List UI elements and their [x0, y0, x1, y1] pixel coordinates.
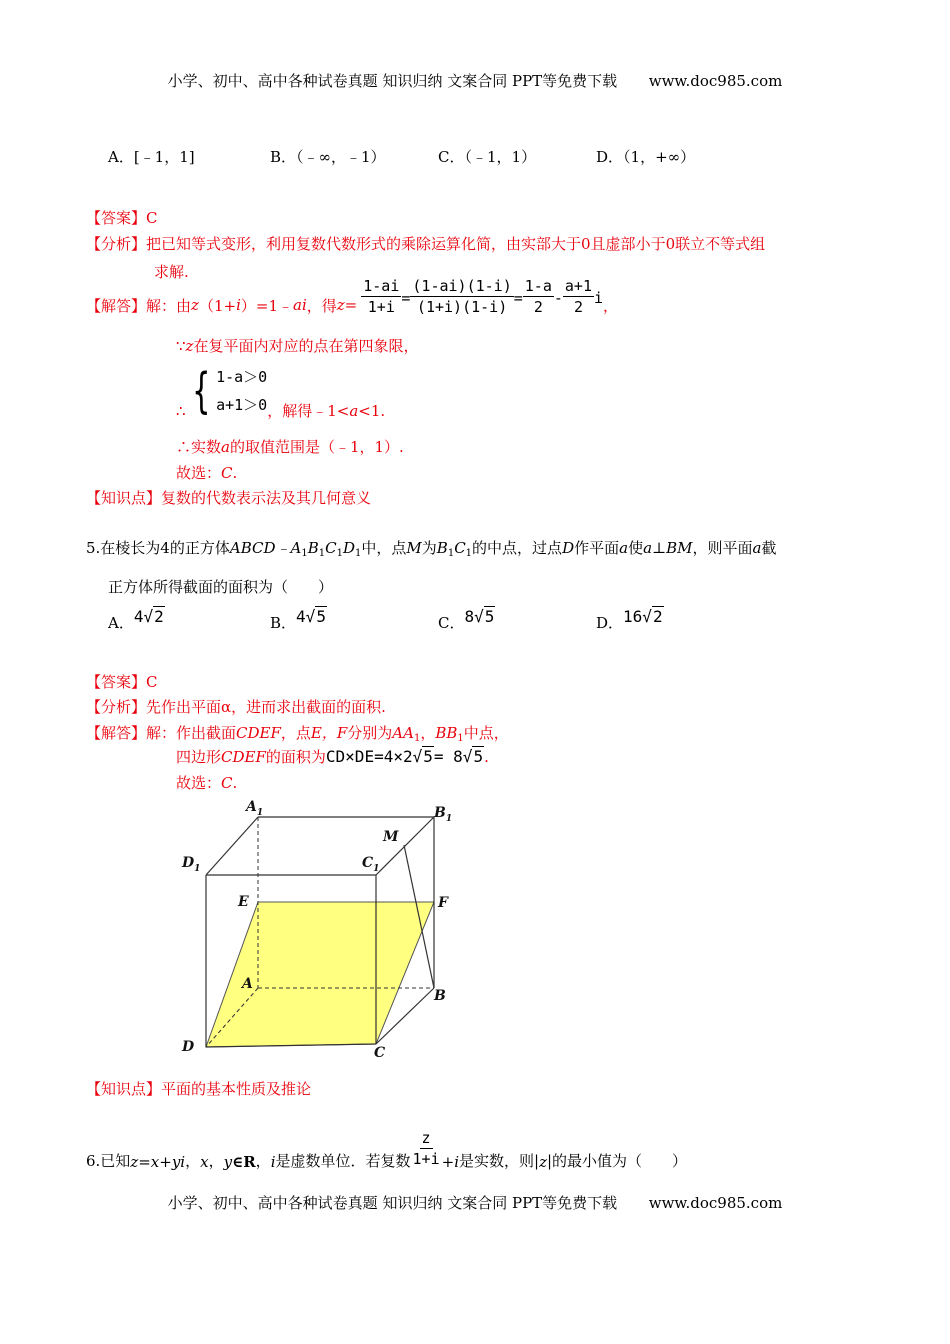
label-b: B: [434, 988, 446, 1004]
q5-analysis: 【分析】先作出平面α，进而求出截面的面积.: [86, 698, 386, 716]
header-url: www.doc985.com: [648, 72, 783, 90]
q5-stem-line2: 正方体所得截面的面积为（ ）: [108, 578, 334, 596]
edge-b1c1: [376, 817, 434, 875]
label-c: C: [374, 1045, 386, 1061]
label-a1: $A_1$: [246, 799, 264, 818]
q5-stem-line1: 5.在棱长为4的正方体$ABCD﹣A_1B_1C_1D_1$中，点M为$B_1C_1$的中点，过点D作平面a使a⊥BM，则平面a截: [86, 539, 777, 559]
q4-knowledge: 【知识点】复数的代数表示法及其几何意义: [86, 489, 372, 507]
q4-answer: 【答案】C: [86, 209, 158, 227]
q4-solution-line2: ∵z在复平面内对应的点在第四象限，: [176, 337, 419, 355]
footer-url: www.doc985.com: [648, 1194, 783, 1212]
label-b1: $B_1$: [434, 805, 453, 824]
brace-icon: {: [191, 362, 210, 419]
q6-fraction: $\frac{z}{1+i}$: [412, 1129, 440, 1168]
q4-option-d: D．（1，+∞）: [596, 148, 696, 166]
q5-knowledge: 【知识点】平面的基本性质及推论: [86, 1080, 312, 1098]
page-footer: [0, 1192, 950, 1213]
label-a: A: [242, 976, 253, 992]
q4-inequality-system: ∴ { 1-a＞0 a+1＞0 ，解得﹣1< a <1.: [176, 362, 386, 420]
label-e: E: [238, 894, 249, 910]
q4-analysis: 【分析】把已知等式变形，利用复数代数形式的乘除运算化简，由实部大于0且虚部小于0联立不等式组: [86, 235, 766, 253]
edge-a1d1: [206, 817, 258, 875]
q4-solution-line4: ∴实数a的取值范围是（﹣1，1）.: [176, 438, 404, 456]
label-d1: $D_1$: [182, 855, 201, 874]
label-f: F: [438, 895, 448, 911]
q5-solution-line1: 【解答】解：作出截面CDEF，点E，F分别为$AA_1$，$BB_1$中点，: [86, 724, 509, 744]
q4-option-c: C．（﹣1，1）: [438, 148, 537, 166]
fraction-4: $\frac{a+1}{2}$: [564, 276, 592, 316]
q4-solution-line1: 【解答】 解：由 z （1+ i ）=1﹣ ai ，得 z = $\frac{1-ai}{1+i}$ = $\frac{(1-ai)(1-i)}{(1+i)(1-i)}$ = $\frac{1-a}{2}$ - $\frac{a+1}{2}$ i ，: [86, 276, 619, 316]
q4-option-a: A．[﹣1，1]: [108, 148, 195, 166]
section-plane: [206, 902, 434, 1047]
q5-solution-line2: 四边形CDEF的面积为CD×DE=4×2√5= 8√5.: [176, 747, 489, 766]
fraction-3: $\frac{1-a}{2}$: [524, 276, 552, 316]
page-header: [0, 70, 950, 91]
header-text: 小学、初中、高中各种试卷真题 知识归纳 文案合同 PPT等免费下载: [167, 72, 618, 90]
label-m: M: [383, 829, 399, 845]
q5-solution-line3: 故选：C.: [176, 774, 238, 792]
q4-analysis-cont: 求解.: [154, 263, 189, 281]
label-c1: $C_1$: [362, 855, 380, 874]
cube-figure: [170, 795, 470, 1065]
q5-answer: 【答案】C: [86, 673, 158, 691]
fraction-1: $\frac{1-ai}{1+i}$: [363, 276, 400, 316]
label-d: D: [182, 1039, 195, 1055]
q4-solution-line5: 故选：C.: [176, 464, 238, 482]
q6-stem: 6.已知 z = x+yi ， x ， y ∈R ， i 是虚数单位．若复数 $\frac{z}{1+i}$ + i 是实数，则| z |的最小值为（ ）: [86, 1129, 688, 1171]
q4-option-b: B．（﹣∞，﹣1）: [270, 148, 386, 166]
footer-text: 小学、初中、高中各种试卷真题 知识归纳 文案合同 PPT等免费下载: [167, 1194, 618, 1212]
q5-option-d: D．16√2: [596, 607, 663, 632]
q5-option-c: C．8√5: [438, 607, 495, 632]
q5-option-b: B．4√5: [270, 607, 326, 632]
fraction-2: $\frac{(1-ai)(1-i)}{(1+i)(1-i)}$: [412, 276, 512, 316]
q5-option-a: A．4√2: [108, 607, 164, 632]
